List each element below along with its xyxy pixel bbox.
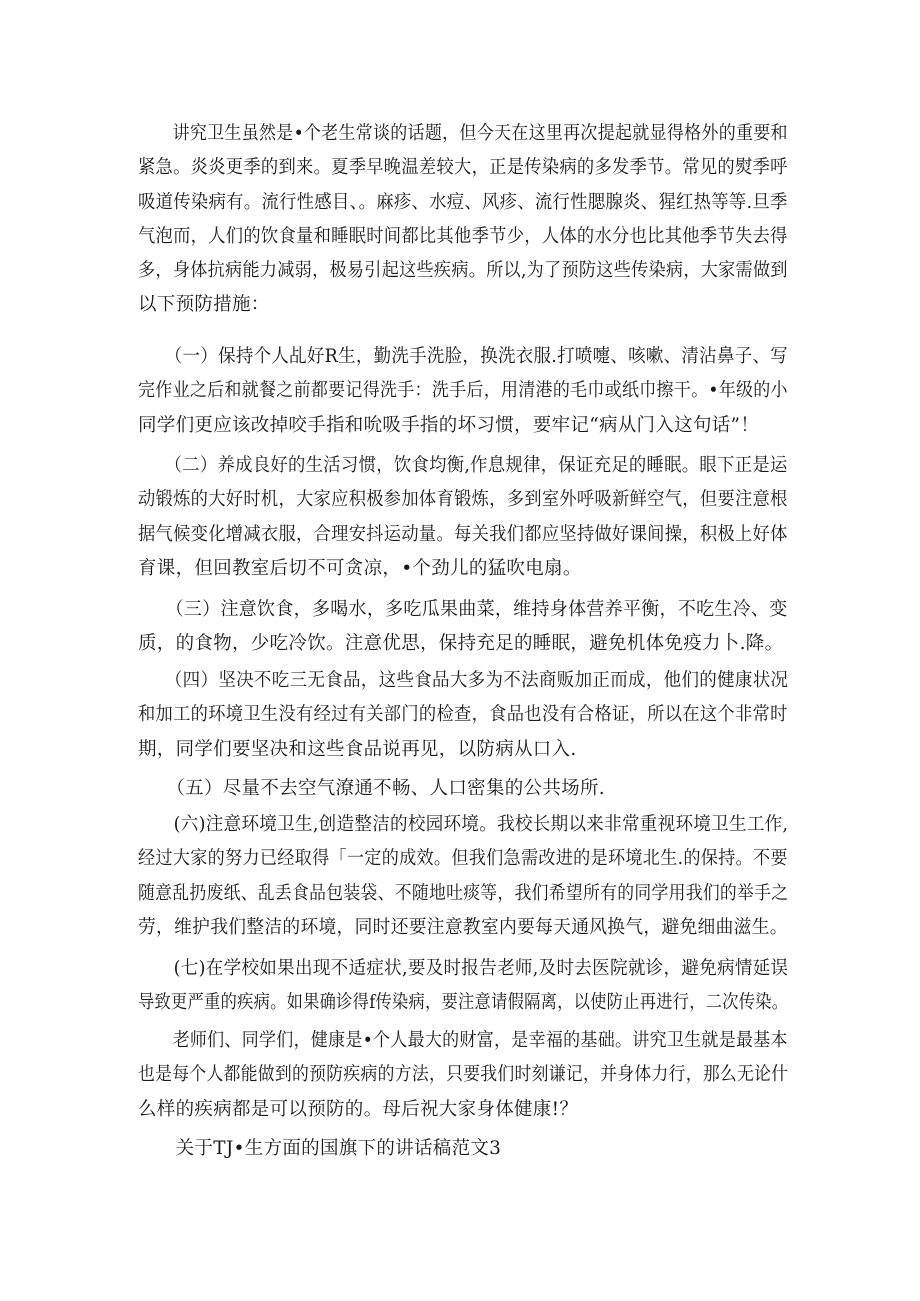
text-line: (六)注意环境卫生,创造整洁的校园环境。我校长期以来非常重视环境卫生工作, — [138, 814, 789, 835]
text-line: （四）坚决不吃三无食品，这些食品大多为不法商贩加正而成，他们的健康状况 — [138, 670, 789, 691]
text-line: 质，的食物，少吃冷饮。注意优思，保持充足的睡眠，避免机体免疫力卜.降。 — [138, 633, 784, 655]
text-line: （二）养成良好的生活习惯，饮食均衡,作息规律，保证充足的睡眠。眼下正是运 — [138, 455, 788, 476]
paragraph-item-2 — [138, 449, 788, 586]
text-line: 吸道传染病有。流行性感目、。麻疹、水痘、风疹、流行性腮腺炎、猩红热等等.旦季 — [138, 191, 788, 213]
text-line: （五）尽量不去空气潦通不畅、人口密集的公共场所. — [138, 778, 605, 799]
text-line: 随意乱扔废纸、乱丢食品包装袋、不随地吐痰等，我们希望所有的同学用我们的举手之 — [138, 882, 789, 904]
text-line: 也是每个人都能做到的预防疾病的方法，只要我们时刻谦记，并身体力行，那么无论什 — [138, 1064, 789, 1086]
paragraph-item-7 — [138, 952, 788, 1021]
text-line: 动锻炼的大好时机，大家应积极参加体育锻炼，多到室外呼吸新鲜空气，但要注意根 — [138, 489, 788, 511]
paragraph-item-5 — [138, 772, 788, 806]
text-line: 老师们、同学们，健康是•个人最大的财富，是幸福的基础。讲究卫生就是最基本 — [138, 1030, 788, 1051]
text-line: 据气候变化增减衣服，合理安抖运动量。每关我们都应坚持做好课间操，积极上好体 — [138, 523, 788, 545]
text-line: 以下预防措施： — [138, 294, 270, 316]
text-line: 完作业之后和就餐之前都要记得洗手：洗手后，用清港的毛巾或纸巾擦干。•年级的小 — [138, 380, 788, 402]
text-line: 同学们更应该改掉咬手指和吮吸手指的坏习惯，要牢记“病从门入这句话”！ — [138, 414, 760, 436]
text-line: （一）保持个人乩好R生，勤洗手洗脸，换洗衣服.打喷嚏、咳嗽、清沾鼻子、写 — [138, 346, 788, 367]
text-line: 讲究卫生虽然是•个老生常谈的话题，但今天在这里再次提起就显得格外的重要和 — [138, 123, 788, 144]
paragraph-item-1 — [138, 340, 788, 443]
text-line: 经过大家的努力已经取得「一定的成效。但我们急需改进的是环境北生.的保持。不要 — [138, 848, 788, 870]
text-line: 多，身体抗病能力减弱，极易引起这些疾病。所以,为了预防这些传染病，大家需做到 — [138, 260, 788, 282]
text-line: 和加工的环境卫生没有经过有关部门的检查，食品也没有合格证，所以在这个非常时 — [138, 704, 788, 726]
paragraph-closing — [138, 1024, 788, 1127]
text-line: 关于TJ•生方面的国旗下的讲话稿范文3 — [138, 1138, 502, 1159]
next-section-title — [138, 1132, 788, 1166]
paragraph-item-4 — [138, 664, 788, 767]
text-line: (七)在学校如果出现不适症状,要及时报告老师,及时去医院就诊，避免病情延误 — [138, 958, 789, 979]
text-line: 导致更严重的疾病。如果确诊得f传染病，要注意请假隔离，以使防止再进行，二次传染。 — [138, 992, 789, 1014]
text-line: 气泡而，人们的饮食量和睡眠时间都比其他季节少，人体的水分也比其他季节失去得 — [138, 225, 788, 247]
text-line: 育课，但回教室后切不可贪凉，•个劲儿的猛吹电扇。 — [138, 557, 582, 579]
text-line: 紧急。炎炎更季的到来。夏季早晚温差较大，正是传染病的多发季节。常见的熨季呼 — [138, 157, 788, 179]
text-line: 么样的疾病都是可以预防的。母后祝大家身体健康!？ — [138, 1098, 579, 1120]
text-line: 劳，维护我们整洁的环境，同时还要注意教室内要每天通风换气，避免细曲滋生。 — [138, 916, 788, 938]
text-line: 期，同学们要坚决和这些食品说再见，以防病从口入. — [138, 738, 577, 760]
text-line: （三）注意饮食，多喝水，多吃瓜果曲菜，维持身体营养平衡，不吃生冷、变 — [138, 599, 788, 620]
paragraph-item-3 — [138, 593, 788, 662]
paragraph-intro — [138, 117, 788, 323]
paragraph-item-6 — [138, 808, 788, 945]
